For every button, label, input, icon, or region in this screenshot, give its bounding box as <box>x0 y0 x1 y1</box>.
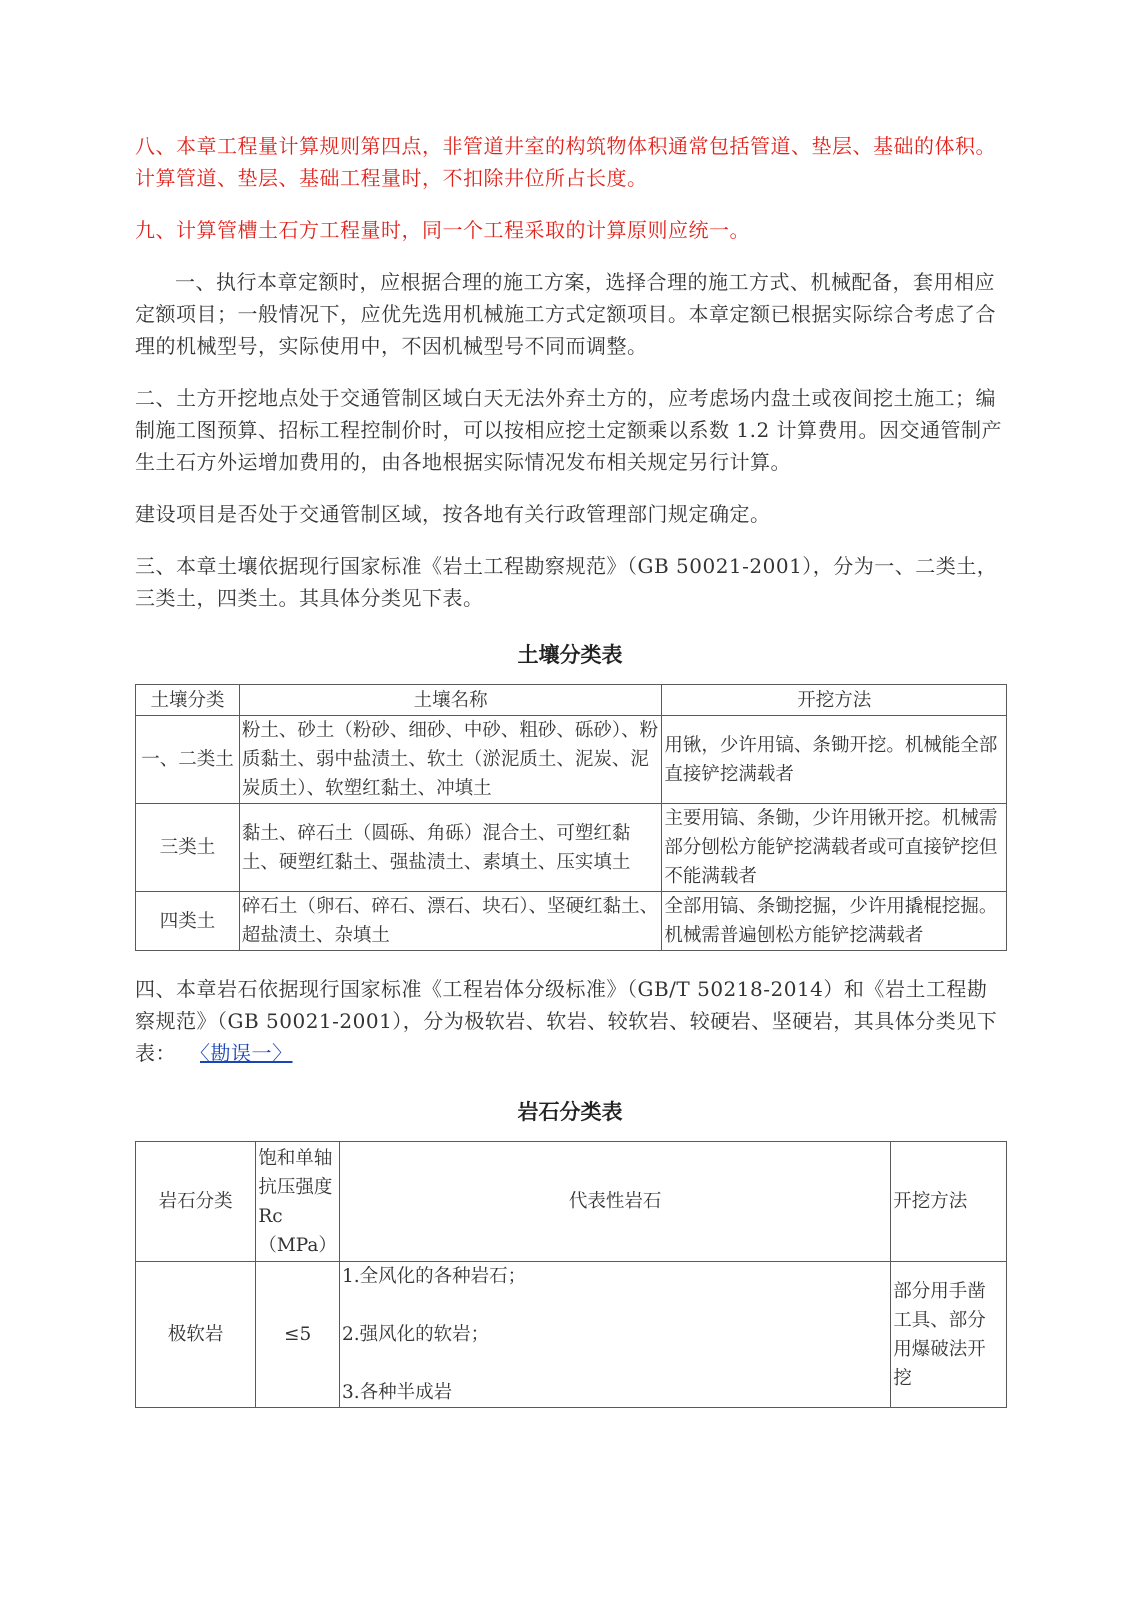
header-soil-name: 土壤名称 <box>239 685 661 716</box>
table-row <box>136 892 1007 951</box>
paragraph-9: 九、计算管槽土石方工程量时，同一个工程采取的计算原则应统一。 <box>135 218 750 242</box>
table-row <box>136 804 1007 892</box>
excavation-method: 用锹，少许用镐、条锄开挖。机械能全部直接铲挖满载者 <box>662 716 1007 804</box>
table-row <box>136 1262 1007 1408</box>
compressive-strength: ≤5 <box>256 1262 340 1408</box>
representative-rocks <box>339 1262 890 1408</box>
soil-table <box>135 684 1007 951</box>
header-excavation-method: 开挖方法 <box>662 685 1007 716</box>
soil-table-header-row <box>136 685 1007 716</box>
section-2: 二、土方开挖地点处于交通管制区域白天无法外弃土方的，应考虑场内盘土或夜间挖土施工；编制施工图预算、招标工程控制价时，可以按相应挖土定额乘以系数 1.2 计算费用。因交通管制产生土石方外运增加费用的，由各地根据实际情况发布相关规定另行计算。 <box>135 386 1003 474</box>
section-3: 三、本章土壤依据现行国家标准《岩土工程勘察规范》（GB 50021-2001），分为一、二类土，三类土，四类土。其具体分类见下表。 <box>135 554 998 610</box>
soil-table-title: 土壤分类表 <box>517 642 623 667</box>
paragraph-8: 八、本章工程量计算规则第四点，非管道井室的构筑物体积通常包括管道、垫层、基础的体积。计算管道、垫层、基础工程量时，不扣除井位所占长度。 <box>135 134 996 190</box>
rock-table <box>135 1141 1007 1408</box>
rock-item: 2.强风化的软岩； <box>341 1324 490 1345</box>
table-row <box>136 716 1007 804</box>
errata-link[interactable]: 〈勘误一〉 <box>200 1041 293 1065</box>
header-compressive-strength: 饱和单轴抗压强度 Rc（MPa） <box>256 1142 340 1262</box>
soil-names: 粉土、砂土（粉砂、细砂、中砂、粗砂、砾砂）、粉质黏土、弱中盐渍土、软土（淤泥质土、泥炭、泥炭质土）、软塑红黏土、冲填土 <box>239 716 661 804</box>
soil-names: 碎石土（卵石、碎石、漂石、块石）、坚硬红黏土、超盐渍土、杂填土 <box>239 892 661 951</box>
header-representative-rocks: 代表性岩石 <box>339 1142 890 1262</box>
soil-names: 黏土、碎石土（圆砾、角砾）混合土、可塑红黏土、硬塑红黏土、强盐渍土、素填土、压实填土 <box>239 804 661 892</box>
rock-category: 极软岩 <box>136 1262 256 1408</box>
header-soil-category: 土壤分类 <box>136 685 240 716</box>
section-1: 一、执行本章定额时，应根据合理的施工方案，选择合理的施工方式、机械配备，套用相应定额项目；一般情况下，应优先选用机械施工方式定额项目。本章定额已根据实际综合考虑了合理的机械型号，实际使用中，不因机械型号不同而调整。 <box>135 270 996 358</box>
header-excavation-method: 开挖方法 <box>891 1142 1007 1262</box>
header-rock-category: 岩石分类 <box>136 1142 256 1262</box>
rock-table-title: 岩石分类表 <box>517 1099 623 1124</box>
rock-item: 3.各种半成岩 <box>341 1382 453 1403</box>
document-page <box>135 130 1005 1408</box>
soil-category: 四类土 <box>136 892 240 951</box>
rock-item: 1.全风化的各种岩石； <box>341 1266 527 1287</box>
soil-category: 三类土 <box>136 804 240 892</box>
excavation-method: 部分用手凿工具、部分用爆破法开挖 <box>891 1262 1007 1408</box>
soil-category: 一、二类土 <box>136 716 240 804</box>
section-2-note: 建设项目是否处于交通管制区域，按各地有关行政管理部门规定确定。 <box>135 502 771 526</box>
section-4 <box>135 973 1005 1069</box>
excavation-method: 主要用镐、条锄，少许用锹开挖。机械需部分刨松方能铲挖满载者或可直接铲挖但不能满载者 <box>662 804 1007 892</box>
rock-table-header-row <box>136 1142 1007 1262</box>
excavation-method: 全部用镐、条锄挖掘，少许用撬棍挖掘。机械需普遍刨松方能铲挖满载者 <box>662 892 1007 951</box>
section-4-text: 四、本章岩石依据现行国家标准《工程岩体分级标准》（GB/T 50218-2014）和《岩土工程勘察规范》（GB 50021-2001），分为极软岩、软岩、较软岩、较硬岩、坚硬岩，其具体分类见下表： <box>135 977 998 1065</box>
